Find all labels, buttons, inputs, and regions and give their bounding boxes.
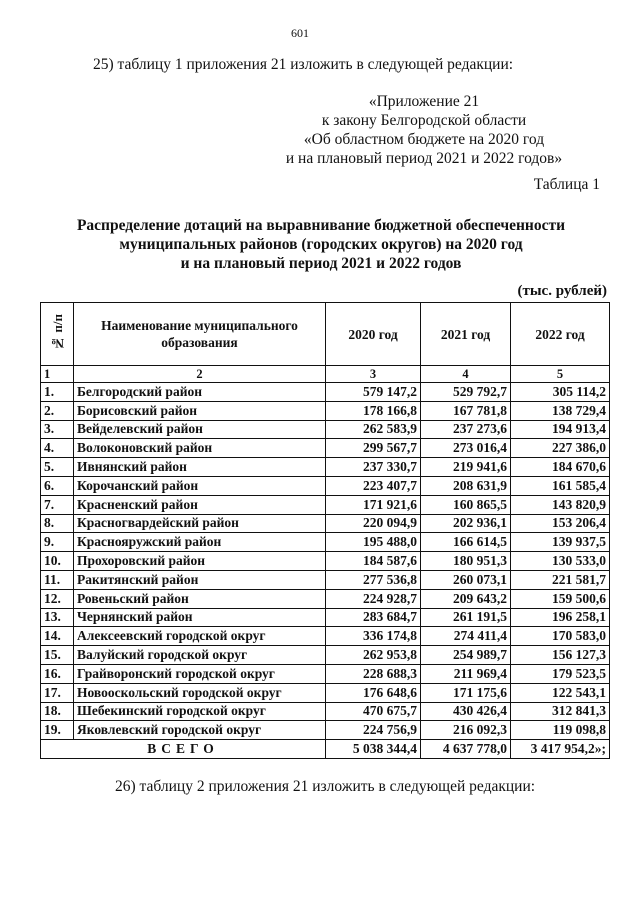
row-value-2020: 178 166,8 [326, 401, 421, 420]
row-name: Шебекинский городской округ [74, 702, 326, 721]
row-number: 15. [41, 646, 74, 665]
row-value-2022: 156 127,3 [511, 646, 610, 665]
row-value-2022: 221 581,7 [511, 570, 610, 589]
header-name: Наименование муниципального образования [74, 303, 326, 366]
row-name: Прохоровский район [74, 552, 326, 571]
table-row [41, 608, 610, 627]
row-value-2020: 470 675,7 [326, 702, 421, 721]
footer-paragraph: 26) таблицу 2 приложения 21 изложить в следующей редакции: [115, 778, 536, 795]
appendix-line: и на плановый период 2021 и 2022 годов» [285, 150, 563, 167]
table-header-row [41, 303, 610, 366]
row-value-2022: 194 913,4 [511, 420, 610, 439]
row-name: Белгородский район [74, 383, 326, 402]
row-value-2020: 277 536,8 [326, 570, 421, 589]
row-value-2021: 430 426,4 [421, 702, 511, 721]
row-name: Красногвардейский район [74, 514, 326, 533]
row-value-2022: 305 114,2 [511, 383, 610, 402]
row-name: Краснояружский район [74, 533, 326, 552]
row-value-2021: 211 969,4 [421, 664, 511, 683]
row-value-2022: 184 670,6 [511, 458, 610, 477]
table-row [41, 476, 610, 495]
row-value-2020: 228 688,3 [326, 664, 421, 683]
table-row [41, 683, 610, 702]
column-number: 1 [41, 366, 74, 383]
column-number: 5 [511, 366, 610, 383]
table-row [41, 627, 610, 646]
row-name: Волоконовский район [74, 439, 326, 458]
row-value-2022: 122 543,1 [511, 683, 610, 702]
row-value-2021: 209 643,2 [421, 589, 511, 608]
row-value-2020: 220 094,9 [326, 514, 421, 533]
row-value-2021: 167 781,8 [421, 401, 511, 420]
intro-paragraph: 25) таблицу 1 приложения 21 изложить в следующей редакции: [93, 56, 514, 73]
table-row [41, 721, 610, 740]
row-value-2022: 139 937,5 [511, 533, 610, 552]
row-value-2020: 224 928,7 [326, 589, 421, 608]
row-value-2021: 180 951,3 [421, 552, 511, 571]
row-value-2021: 166 614,5 [421, 533, 511, 552]
row-number: 13. [41, 608, 74, 627]
row-value-2022: 143 820,9 [511, 495, 610, 514]
row-value-2020: 336 174,8 [326, 627, 421, 646]
title-line: и на плановый период 2021 и 2022 годов [180, 255, 462, 272]
row-name: Вейделевский район [74, 420, 326, 439]
column-number: 2 [74, 366, 326, 383]
row-value-2020: 224 756,9 [326, 721, 421, 740]
row-number: 6. [41, 476, 74, 495]
row-name: Корочанский район [74, 476, 326, 495]
title-line: муниципальных районов (городских округов) на 2020 год [119, 236, 523, 253]
appendix-line: к закону Белгородской области [321, 112, 527, 129]
table-row [41, 570, 610, 589]
row-value-2020: 223 407,7 [326, 476, 421, 495]
row-value-2022: 138 729,4 [511, 401, 610, 420]
header-2022: 2022 год [511, 303, 610, 366]
total-label: ВСЕГО [41, 740, 326, 759]
row-value-2022: 159 500,6 [511, 589, 610, 608]
table-row [41, 495, 610, 514]
row-name: Ровеньский район [74, 589, 326, 608]
row-value-2021: 274 411,4 [421, 627, 511, 646]
row-name: Валуйский городской округ [74, 646, 326, 665]
row-value-2021: 202 936,1 [421, 514, 511, 533]
row-number: 12. [41, 589, 74, 608]
row-value-2021: 529 792,7 [421, 383, 511, 402]
row-value-2020: 262 583,9 [326, 420, 421, 439]
row-number: 14. [41, 627, 74, 646]
table-row [41, 420, 610, 439]
row-value-2020: 579 147,2 [326, 383, 421, 402]
row-value-2022: 161 585,4 [511, 476, 610, 495]
table-row [41, 589, 610, 608]
table-row [41, 552, 610, 571]
row-name: Ракитянский район [74, 570, 326, 589]
column-number-row [41, 366, 610, 383]
row-value-2021: 260 073,1 [421, 570, 511, 589]
row-value-2021: 273 016,4 [421, 439, 511, 458]
row-name: Яковлевский городской округ [74, 721, 326, 740]
table-row [41, 383, 610, 402]
row-number: 16. [41, 664, 74, 683]
title-line: Распределение дотаций на выравнивание бюджетной обеспеченности [76, 217, 566, 234]
total-row [41, 740, 610, 759]
row-value-2022: 153 206,4 [511, 514, 610, 533]
row-number: 7. [41, 495, 74, 514]
row-value-2021: 219 941,6 [421, 458, 511, 477]
row-number: 4. [41, 439, 74, 458]
row-name: Борисовский район [74, 401, 326, 420]
column-number: 4 [421, 366, 511, 383]
header-2021: 2021 год [421, 303, 511, 366]
total-2021: 4 637 778,0 [421, 740, 511, 759]
row-number: 2. [41, 401, 74, 420]
row-value-2020: 283 684,7 [326, 608, 421, 627]
row-value-2021: 216 092,3 [421, 721, 511, 740]
table-row [41, 458, 610, 477]
row-number: 11. [41, 570, 74, 589]
table-label: Таблица 1 [533, 176, 600, 193]
header-2020: 2020 год [326, 303, 421, 366]
row-value-2020: 184 587,6 [326, 552, 421, 571]
row-value-2021: 237 273,6 [421, 420, 511, 439]
row-value-2022: 312 841,3 [511, 702, 610, 721]
row-number: 3. [41, 420, 74, 439]
table-row [41, 702, 610, 721]
row-value-2022: 196 258,1 [511, 608, 610, 627]
row-value-2021: 160 865,5 [421, 495, 511, 514]
total-2022: 3 417 954,2»; [511, 740, 610, 759]
header-num: № п/п [41, 303, 74, 366]
subsidies-table [40, 302, 610, 759]
row-number: 17. [41, 683, 74, 702]
table-row [41, 401, 610, 420]
units-label: (тыс. рублей) [517, 283, 607, 299]
table-row [41, 664, 610, 683]
row-name: Грайворонский городской округ [74, 664, 326, 683]
row-value-2020: 171 921,6 [326, 495, 421, 514]
row-number: 5. [41, 458, 74, 477]
row-name: Чернянский район [74, 608, 326, 627]
table-title [40, 216, 602, 273]
table-row [41, 514, 610, 533]
row-name: Алексеевский городской округ [74, 627, 326, 646]
row-value-2020: 176 648,6 [326, 683, 421, 702]
row-value-2021: 261 191,5 [421, 608, 511, 627]
row-name: Ивнянский район [74, 458, 326, 477]
row-value-2020: 195 488,0 [326, 533, 421, 552]
table-row [41, 533, 610, 552]
appendix-line: «Приложение 21 [368, 93, 480, 110]
row-value-2020: 237 330,7 [326, 458, 421, 477]
page-number: 601 [291, 26, 309, 40]
row-value-2022: 179 523,5 [511, 664, 610, 683]
row-number: 18. [41, 702, 74, 721]
appendix-line: «Об областном бюджете на 2020 год [303, 131, 545, 148]
column-number: 3 [326, 366, 421, 383]
row-value-2022: 130 533,0 [511, 552, 610, 571]
row-value-2022: 227 386,0 [511, 439, 610, 458]
row-value-2021: 254 989,7 [421, 646, 511, 665]
table-row [41, 646, 610, 665]
row-number: 19. [41, 721, 74, 740]
row-value-2021: 171 175,6 [421, 683, 511, 702]
row-value-2020: 262 953,8 [326, 646, 421, 665]
appendix-reference [248, 92, 600, 168]
row-number: 8. [41, 514, 74, 533]
row-value-2022: 170 583,0 [511, 627, 610, 646]
row-value-2022: 119 098,8 [511, 721, 610, 740]
row-name: Красненский район [74, 495, 326, 514]
table-row [41, 439, 610, 458]
total-2020: 5 038 344,4 [326, 740, 421, 759]
row-number: 9. [41, 533, 74, 552]
row-number: 1. [41, 383, 74, 402]
row-value-2021: 208 631,9 [421, 476, 511, 495]
row-value-2020: 299 567,7 [326, 439, 421, 458]
row-name: Новооскольский городской округ [74, 683, 326, 702]
row-number: 10. [41, 552, 74, 571]
